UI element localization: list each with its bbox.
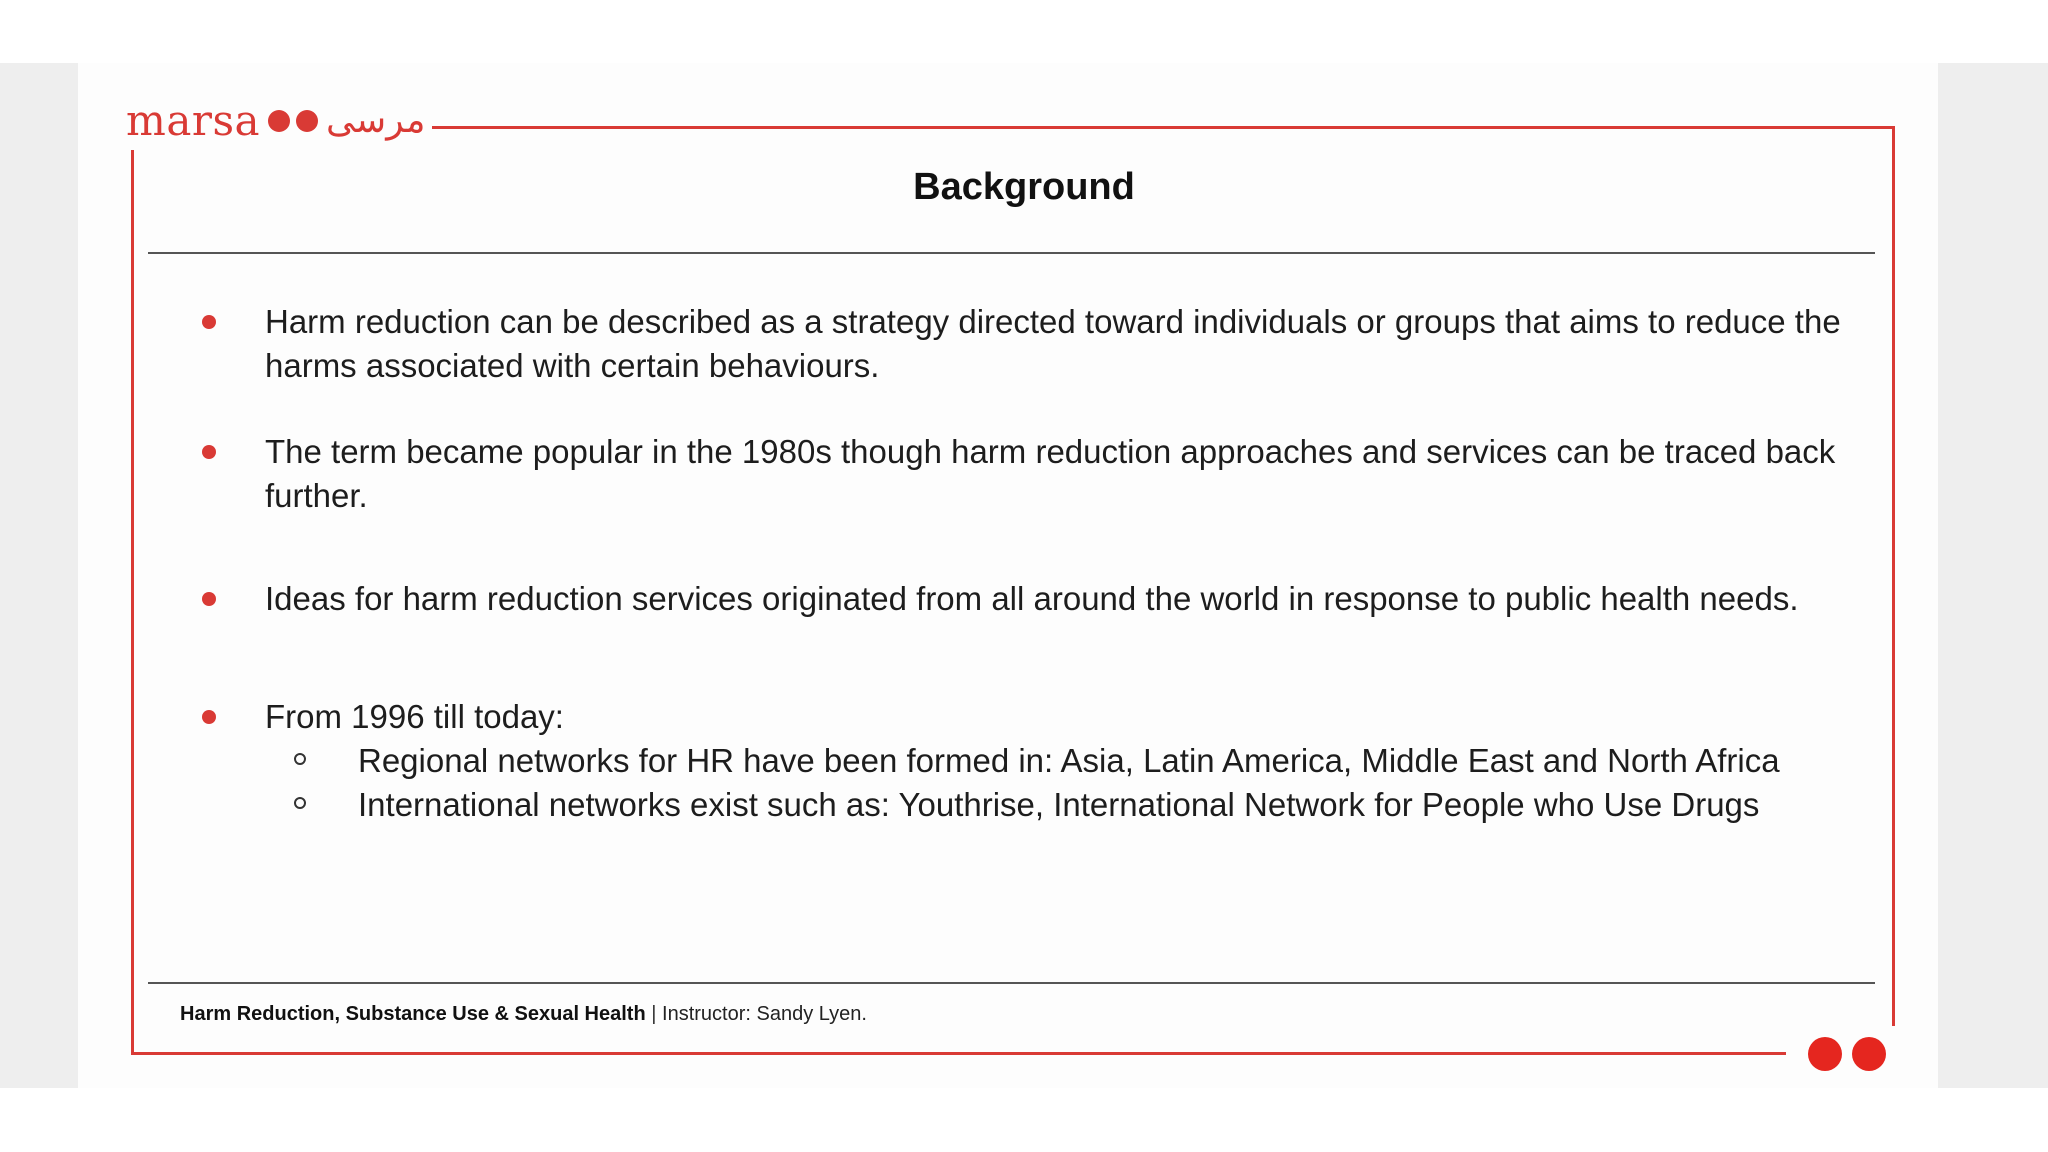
- frame-left-border: [131, 150, 134, 1055]
- frame-right-border: [1892, 126, 1895, 1026]
- bullet-text: Harm reduction can be described as a strategy directed toward individuals or groups that aims to reduce the harms associated with certain behaviours.: [265, 303, 1841, 384]
- slide: [78, 63, 1938, 1088]
- brand-dot: [1852, 1037, 1886, 1071]
- bullet-dot-icon: [202, 710, 216, 724]
- footer-divider: [148, 982, 1875, 984]
- footer-separator: |: [651, 1003, 657, 1025]
- bullet-item: [200, 300, 1880, 388]
- bullet-dot-icon: [202, 315, 216, 329]
- slide-title: Background: [913, 166, 1135, 208]
- sub-bullet-item: [358, 783, 1880, 827]
- bullet-item: [200, 695, 1880, 827]
- bullet-dot-icon: [202, 592, 216, 606]
- instructor-name: Instructor: Sandy Lyen.: [662, 1003, 867, 1025]
- logo-dots-icon: [268, 110, 318, 132]
- bullet-item: [200, 430, 1880, 518]
- frame-bottom-border: [131, 1052, 1786, 1055]
- bullet-dot-icon: [202, 445, 216, 459]
- slide-footer: [180, 1003, 867, 1026]
- logo-dot: [296, 110, 318, 132]
- logo-arabic-text: مرسى: [326, 100, 426, 141]
- marsa-logo: [126, 96, 425, 146]
- hollow-circle-icon: [294, 753, 306, 765]
- logo-dot: [268, 110, 290, 132]
- title-divider: [148, 252, 1875, 254]
- frame-top-border: [432, 126, 1894, 129]
- sub-bullet-text: International networks exist such as: Youthrise, International Network for People who Use Drugs: [358, 786, 1760, 823]
- bullet-text: From 1996 till today:: [265, 698, 564, 735]
- brand-dots-icon: [1808, 1037, 1886, 1071]
- brand-dot: [1808, 1037, 1842, 1071]
- sub-bullet-item: [358, 739, 1880, 783]
- sub-bullet-text: Regional networks for HR have been formed in: Asia, Latin America, Middle East and North Africa: [358, 742, 1780, 779]
- bullet-text: The term became popular in the 1980s though harm reduction approaches and services can be traced back further.: [265, 433, 1836, 514]
- logo-latin-text: marsa: [126, 96, 261, 145]
- course-title: Harm Reduction, Substance Use & Sexual Health: [180, 1003, 646, 1025]
- bullet-text: Ideas for harm reduction services originated from all around the world in response to public health needs.: [265, 580, 1799, 617]
- hollow-circle-icon: [294, 797, 306, 809]
- bullet-item: [200, 577, 1880, 621]
